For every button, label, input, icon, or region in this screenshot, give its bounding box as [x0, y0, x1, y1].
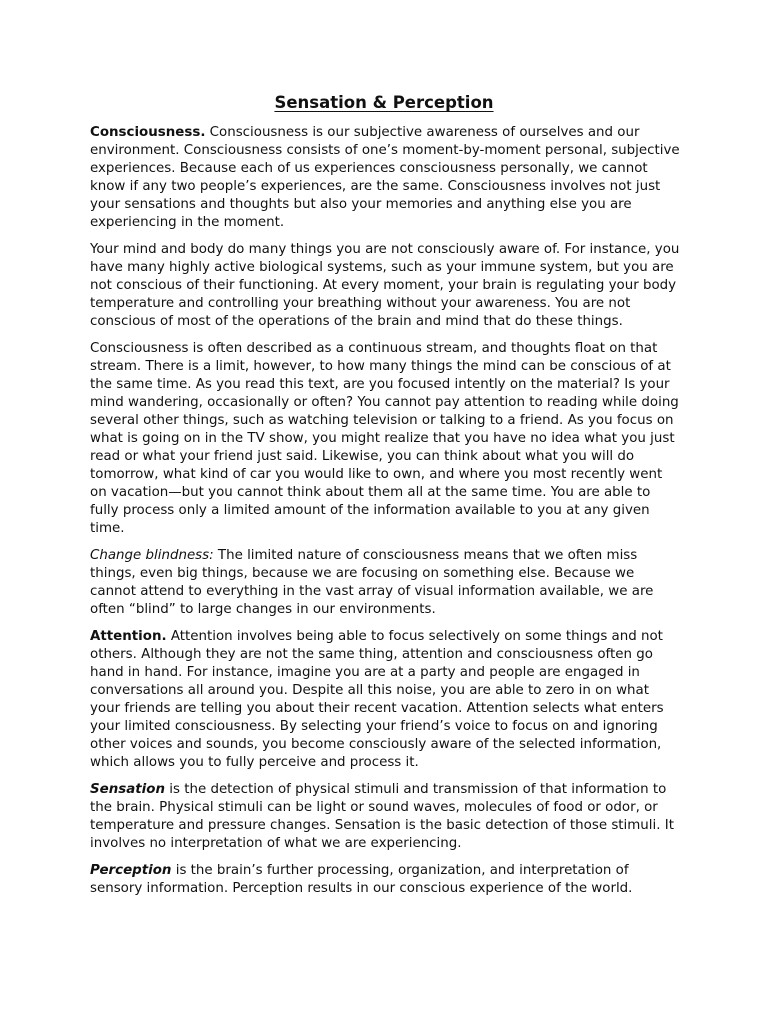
paragraph-text: Your mind and body do many things you are not consciously aware of. For instance, you have many highly active biological systems, such as your immune system, but you are not conscious of their functioning. At every moment, your brain is regulating your body temperature and controlling your breathing without your awareness. You are not conscious of most of the operations of the brain and mind that do these things. [90, 242, 680, 329]
paragraph-text: Consciousness is often described as a continuous stream, and thoughts float on that stream. There is a limit, however, to how many things the mind can be conscious of at the same time. As you read this text, are you focused intently on the material? Is your mind wandering, occasionally or often? You cannot pay attention to reading while doing several other things, such as watching television or talking to a friend. As you focus on what is going on in the TV show, you might realize that you have no idea what you just read or what your friend just said. Likewise, you can think about what you will do tomorrow, what kind of car you would like to own, and where you most recently went on vacation—but you cannot think about them all at the same time. You are able to fully process only a limited amount of the information available to you at any given time. [90, 341, 679, 536]
paragraph-lead: Consciousness. [90, 125, 206, 140]
document-body [90, 124, 680, 907]
paragraph-lead: Attention. [90, 629, 167, 644]
paragraph-text: Consciousness is our subjective awareness of ourselves and our environment. Consciousness consists of one’s moment-by-moment personal, subjective experiences. Because each of us experiences consciousness personally, we cannot know if any two people’s experiences, are the same. Consciousness involves not just your sensations and thoughts but also your memories and anything else you are experiencing in the moment. [90, 125, 680, 230]
paragraph-consciousness [90, 124, 680, 232]
paragraph-lead: Sensation [90, 782, 165, 797]
paragraph-text: The limited nature of consciousness means that we often miss things, even big things, because we are focusing on something else. Because we cannot attend to everything in the vast array of visual information available, we are often “blind” to large changes in our environments. [90, 548, 654, 617]
paragraph-lead: Change blindness: [90, 548, 214, 563]
paragraph-text: Attention involves being able to focus selectively on some things and not others. Although they are not the same thing, attention and consciousness often go hand in hand. For instance, imagine you are at a party and people are engaged in conversations all around you. Despite all this noise, you are able to zero in on what your friends are telling you about their recent vacation. Attention selects what enters your limited consciousness. By selecting your friend’s voice to focus on and ignoring other voices and sounds, you become consciously aware of the selected information, which allows you to fully perceive and process it. [90, 629, 664, 770]
paragraph-change-blindness [90, 547, 680, 619]
paragraph-text: is the brain’s further processing, organization, and interpretation of sensory information. Perception results in our conscious experience of the world. [90, 863, 633, 896]
paragraph-mind-body [90, 241, 680, 331]
paragraph-attention [90, 628, 680, 772]
paragraph-perception [90, 862, 680, 898]
page-title: Sensation & Perception [274, 93, 494, 112]
paragraph-sensation [90, 781, 680, 853]
paragraph-lead: Perception [90, 863, 172, 878]
paragraph-stream [90, 340, 680, 538]
paragraph-text: is the detection of physical stimuli and transmission of that information to the brain. Physical stimuli can be light or sound waves, molecules of food or odor, or temperature and pressure changes. Sensation is the basic detection of those stimuli. It involves no interpretation of what we are experiencing. [90, 782, 674, 851]
